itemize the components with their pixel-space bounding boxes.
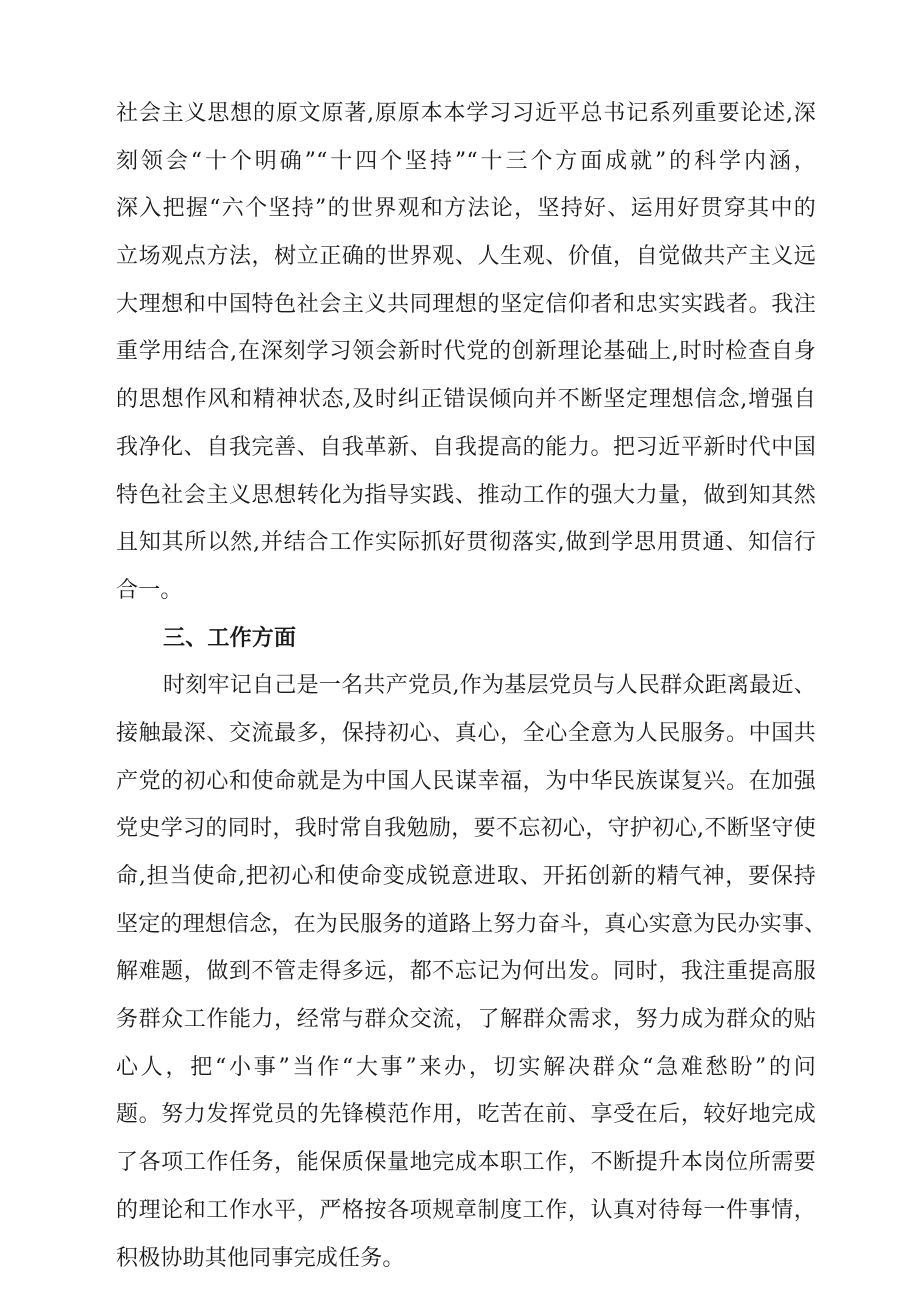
paragraph-line: 特色社会主义思想转化为指导实践、推动工作的强大力量，做到知其然 <box>116 482 816 508</box>
paragraph-line: 了各项工作任务，能保质保量地完成本职工作，不断提升本岗位所需要 <box>116 1150 816 1176</box>
paragraph-line: 时刻牢记自己是一名共产党员,作为基层党员与人民群众距离最近、 <box>163 673 816 699</box>
section-heading: 三、工作方面 <box>163 625 297 651</box>
paragraph-line: 解难题，做到不管走得多远，都不忘记为何出发。同时，我注重提高服 <box>116 959 816 985</box>
paragraph-line: 接触最深、交流最多，保持初心、真心，全心全意为人民服务。中国共 <box>116 720 816 746</box>
paragraph-line: 党史学习的同时，我时常自我勉励，要不忘初心，守护初心,不断坚守使 <box>116 816 816 842</box>
paragraph-work <box>116 662 827 1282</box>
paragraph-line: 社会主义思想的原文原著,原原本本学习习近平总书记系列重要论述,深 <box>116 101 816 126</box>
document-body <box>116 90 827 1282</box>
paragraph-line: 立场观点方法，树立正确的世界观、人生观、价值，自觉做共产主义远 <box>116 244 816 270</box>
paragraph-line: 题。努力发挥党员的先锋模范作用，吃苦在前、享受在后，较好地完成 <box>116 1102 816 1128</box>
paragraph-line: 重学用结合,在深刻学习领会新时代党的创新理论基础上,时时检查自身 <box>116 339 816 365</box>
paragraph-line: 我净化、自我完善、自我革新、自我提高的能力。把习近平新时代中国 <box>116 434 816 460</box>
paragraph-line: 的思想作风和精神状态,及时纠正错误倾向并不断坚定理想信念,增强自 <box>116 387 816 413</box>
paragraph-line: 心人，把“小事”当作“大事”来办，切实解决群众“急难愁盼”的问 <box>116 1054 816 1080</box>
paragraph-line: 务群众工作能力，经常与群众交流，了解群众需求，努力成为群众的贴 <box>116 1007 816 1033</box>
paragraph-line: 深入把握“六个坚持”的世界观和方法论，坚持好、运用好贯穿其中的 <box>116 196 816 222</box>
paragraph-thought-study <box>116 90 816 615</box>
paragraph-line: 且知其所以然,并结合工作实际抓好贯彻落实,做到学思用贯通、知信行 <box>116 530 816 556</box>
paragraph-line: 大理想和中国特色社会主义共同理想的坚定信仰者和忠实实践者。我注 <box>116 291 816 317</box>
paragraph-line: 积极协助其他同事完成任务。 <box>116 1245 405 1271</box>
paragraph-line: 的理论和工作水平，严格按各项规章制度工作，认真对待每一件事情， <box>116 1197 816 1223</box>
paragraph-line: 命,担当使命,把初心和使命变成锐意进取、开拓创新的精气神，要保持 <box>116 864 816 889</box>
paragraph-line: 合一。 <box>116 577 183 603</box>
paragraph-line: 刻领会“十个明确”“十四个坚持”“十三个方面成就”的科学内涵， <box>116 148 816 174</box>
paragraph-line: 产党的初心和使命就是为中国人民谋幸福，为中华民族谋复兴。在加强 <box>116 768 816 794</box>
paragraph-line: 坚定的理想信念，在为民服务的道路上努力奋斗，真心实意为民办实事、 <box>116 911 827 937</box>
